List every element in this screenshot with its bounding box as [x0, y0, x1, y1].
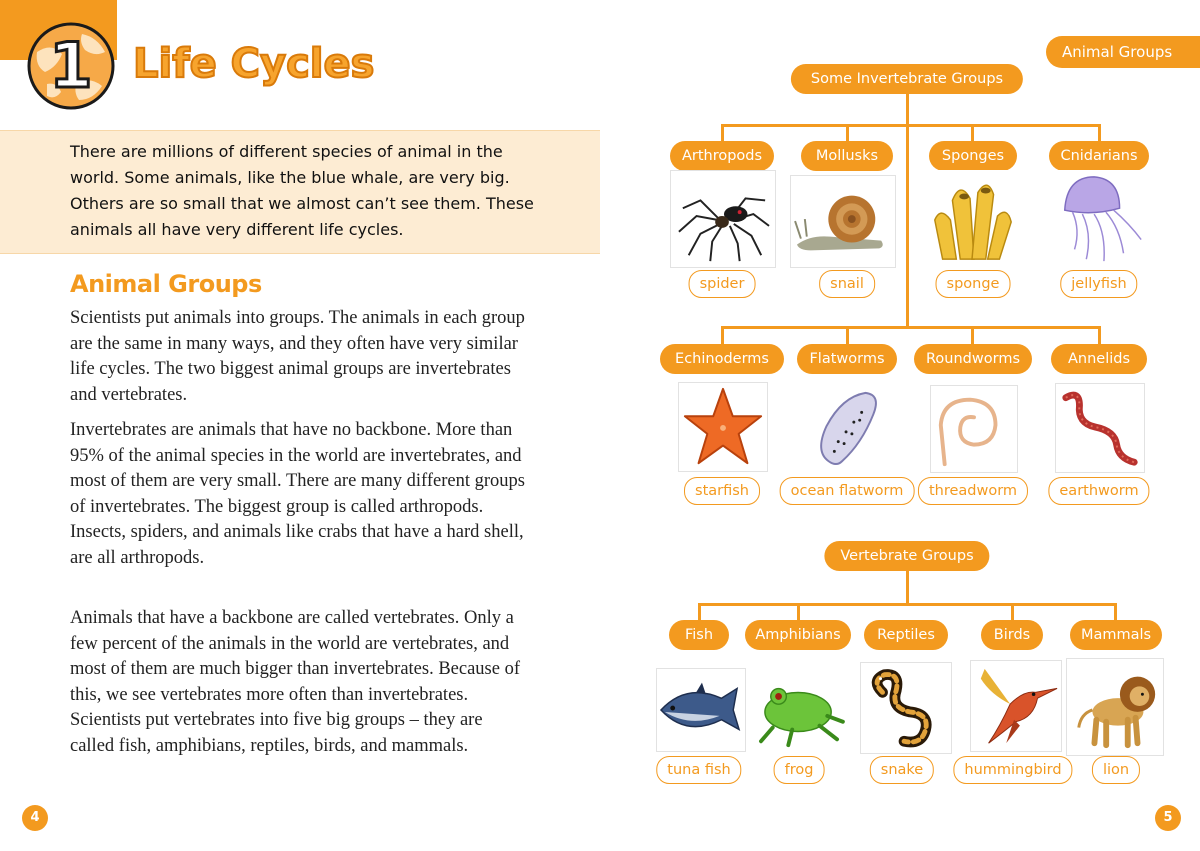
animal-label: sponge	[936, 270, 1011, 298]
lion-image	[1066, 658, 1164, 756]
jellyfish-icon	[1051, 171, 1149, 267]
connector	[1114, 603, 1117, 621]
animal-label: spider	[689, 270, 756, 298]
group-flatworms: Flatworms	[797, 344, 897, 374]
animal-label: tuna fish	[656, 756, 741, 784]
spider-icon	[671, 171, 775, 267]
section-heading: Animal Groups	[70, 270, 262, 298]
connector	[698, 603, 701, 621]
paragraph-2: Invertebrates are animals that have no backbone. More than 95% of the animal species in the world are invertebrates, and most of them are very small. There are many different groups of invertebrates. The biggest group is called arthropods. Insects, spiders, and animals like crabs that have a hard shell, are all arthropods.	[70, 420, 525, 568]
group-roundworms: Roundworms	[914, 344, 1032, 374]
section-tab: Animal Groups	[1046, 36, 1200, 68]
snail-image	[790, 175, 896, 268]
connector	[698, 603, 1116, 606]
animal-label: earthworm	[1048, 477, 1149, 505]
threadworm-image	[930, 385, 1018, 473]
animal-label: starfish	[684, 477, 760, 505]
connector	[721, 326, 724, 346]
hummingbird-icon	[971, 661, 1061, 751]
group-annelids: Annelids	[1051, 344, 1147, 374]
group-sponges: Sponges	[929, 141, 1017, 171]
animal-label: snail	[819, 270, 875, 298]
group-birds: Birds	[981, 620, 1043, 650]
page-number-left: 4	[22, 805, 48, 831]
animal-label: frog	[774, 756, 825, 784]
animal-label: lion	[1092, 756, 1140, 784]
tuna-image	[656, 668, 746, 752]
snail-icon	[791, 176, 895, 267]
sponge-icon	[923, 171, 1021, 267]
group-mollusks: Mollusks	[801, 141, 893, 171]
group-fish: Fish	[669, 620, 729, 650]
group-arthropods: Arthropods	[670, 141, 774, 171]
connector	[906, 92, 909, 328]
animal-label: snake	[870, 756, 934, 784]
threadworm-icon	[931, 386, 1017, 472]
snake-image	[860, 662, 952, 754]
connector	[721, 326, 1101, 329]
starfish-image	[678, 382, 768, 472]
paragraph-1: Scientists put animals into groups. The animals in each group are the same in many ways, and they often have very similar life cycles. The two biggest animal groups are invertebrates and vertebrates.	[70, 308, 525, 405]
invertebrate-groups-title: Some Invertebrate Groups	[791, 64, 1023, 94]
flatworm-icon	[809, 383, 887, 471]
intro-text: There are millions of different species of animal in the world. Some animals, like the blue whale, are very big. Others are so small that we almost can’t see them. These animals all have very different life cycles.	[70, 142, 534, 239]
animal-label: threadworm	[918, 477, 1028, 505]
chapter-number: 1	[49, 29, 93, 102]
snake-icon	[861, 663, 951, 753]
group-mammals: Mammals	[1070, 620, 1162, 650]
connector	[971, 326, 974, 346]
animal-label: hummingbird	[953, 756, 1072, 784]
starfish-icon	[679, 383, 767, 471]
connector	[797, 603, 800, 621]
sponge-image	[922, 170, 1022, 268]
lion-icon	[1067, 659, 1163, 755]
paragraph-3: Animals that have a backbone are called vertebrates. Only a few percent of the animals in the world are vertebrates, and most of them are much bigger than invertebrates. Because of this, we see vertebrates more often than invertebrates. Scientists put vertebrates into five big groups – they are called fish, amphibians, reptiles, birds, and mammals.	[70, 608, 521, 756]
group-echinoderms: Echinoderms	[660, 344, 784, 374]
spider-image	[670, 170, 776, 268]
page-number-right: 5	[1155, 805, 1181, 831]
chapter-title: Life Cycles	[133, 41, 375, 87]
group-reptiles: Reptiles	[864, 620, 948, 650]
group-amphibians: Amphibians	[745, 620, 851, 650]
chapter-badge	[27, 22, 115, 110]
earthworm-image	[1055, 383, 1145, 473]
connector	[846, 326, 849, 346]
earthworm-icon	[1056, 384, 1144, 472]
tuna-icon	[657, 669, 745, 751]
frog-icon	[753, 673, 847, 751]
animal-label: jellyfish	[1060, 270, 1137, 298]
frog-image	[752, 672, 848, 752]
vertebrate-groups-title: Vertebrate Groups	[824, 541, 989, 571]
flatworm-image	[808, 382, 888, 472]
hummingbird-image	[970, 660, 1062, 752]
jellyfish-image	[1050, 170, 1150, 268]
connector	[1011, 603, 1014, 621]
group-cnidarians: Cnidarians	[1049, 141, 1149, 171]
animal-label: ocean flatworm	[780, 477, 915, 505]
connector	[906, 570, 909, 605]
connector	[1098, 326, 1101, 346]
connector	[721, 124, 1101, 127]
